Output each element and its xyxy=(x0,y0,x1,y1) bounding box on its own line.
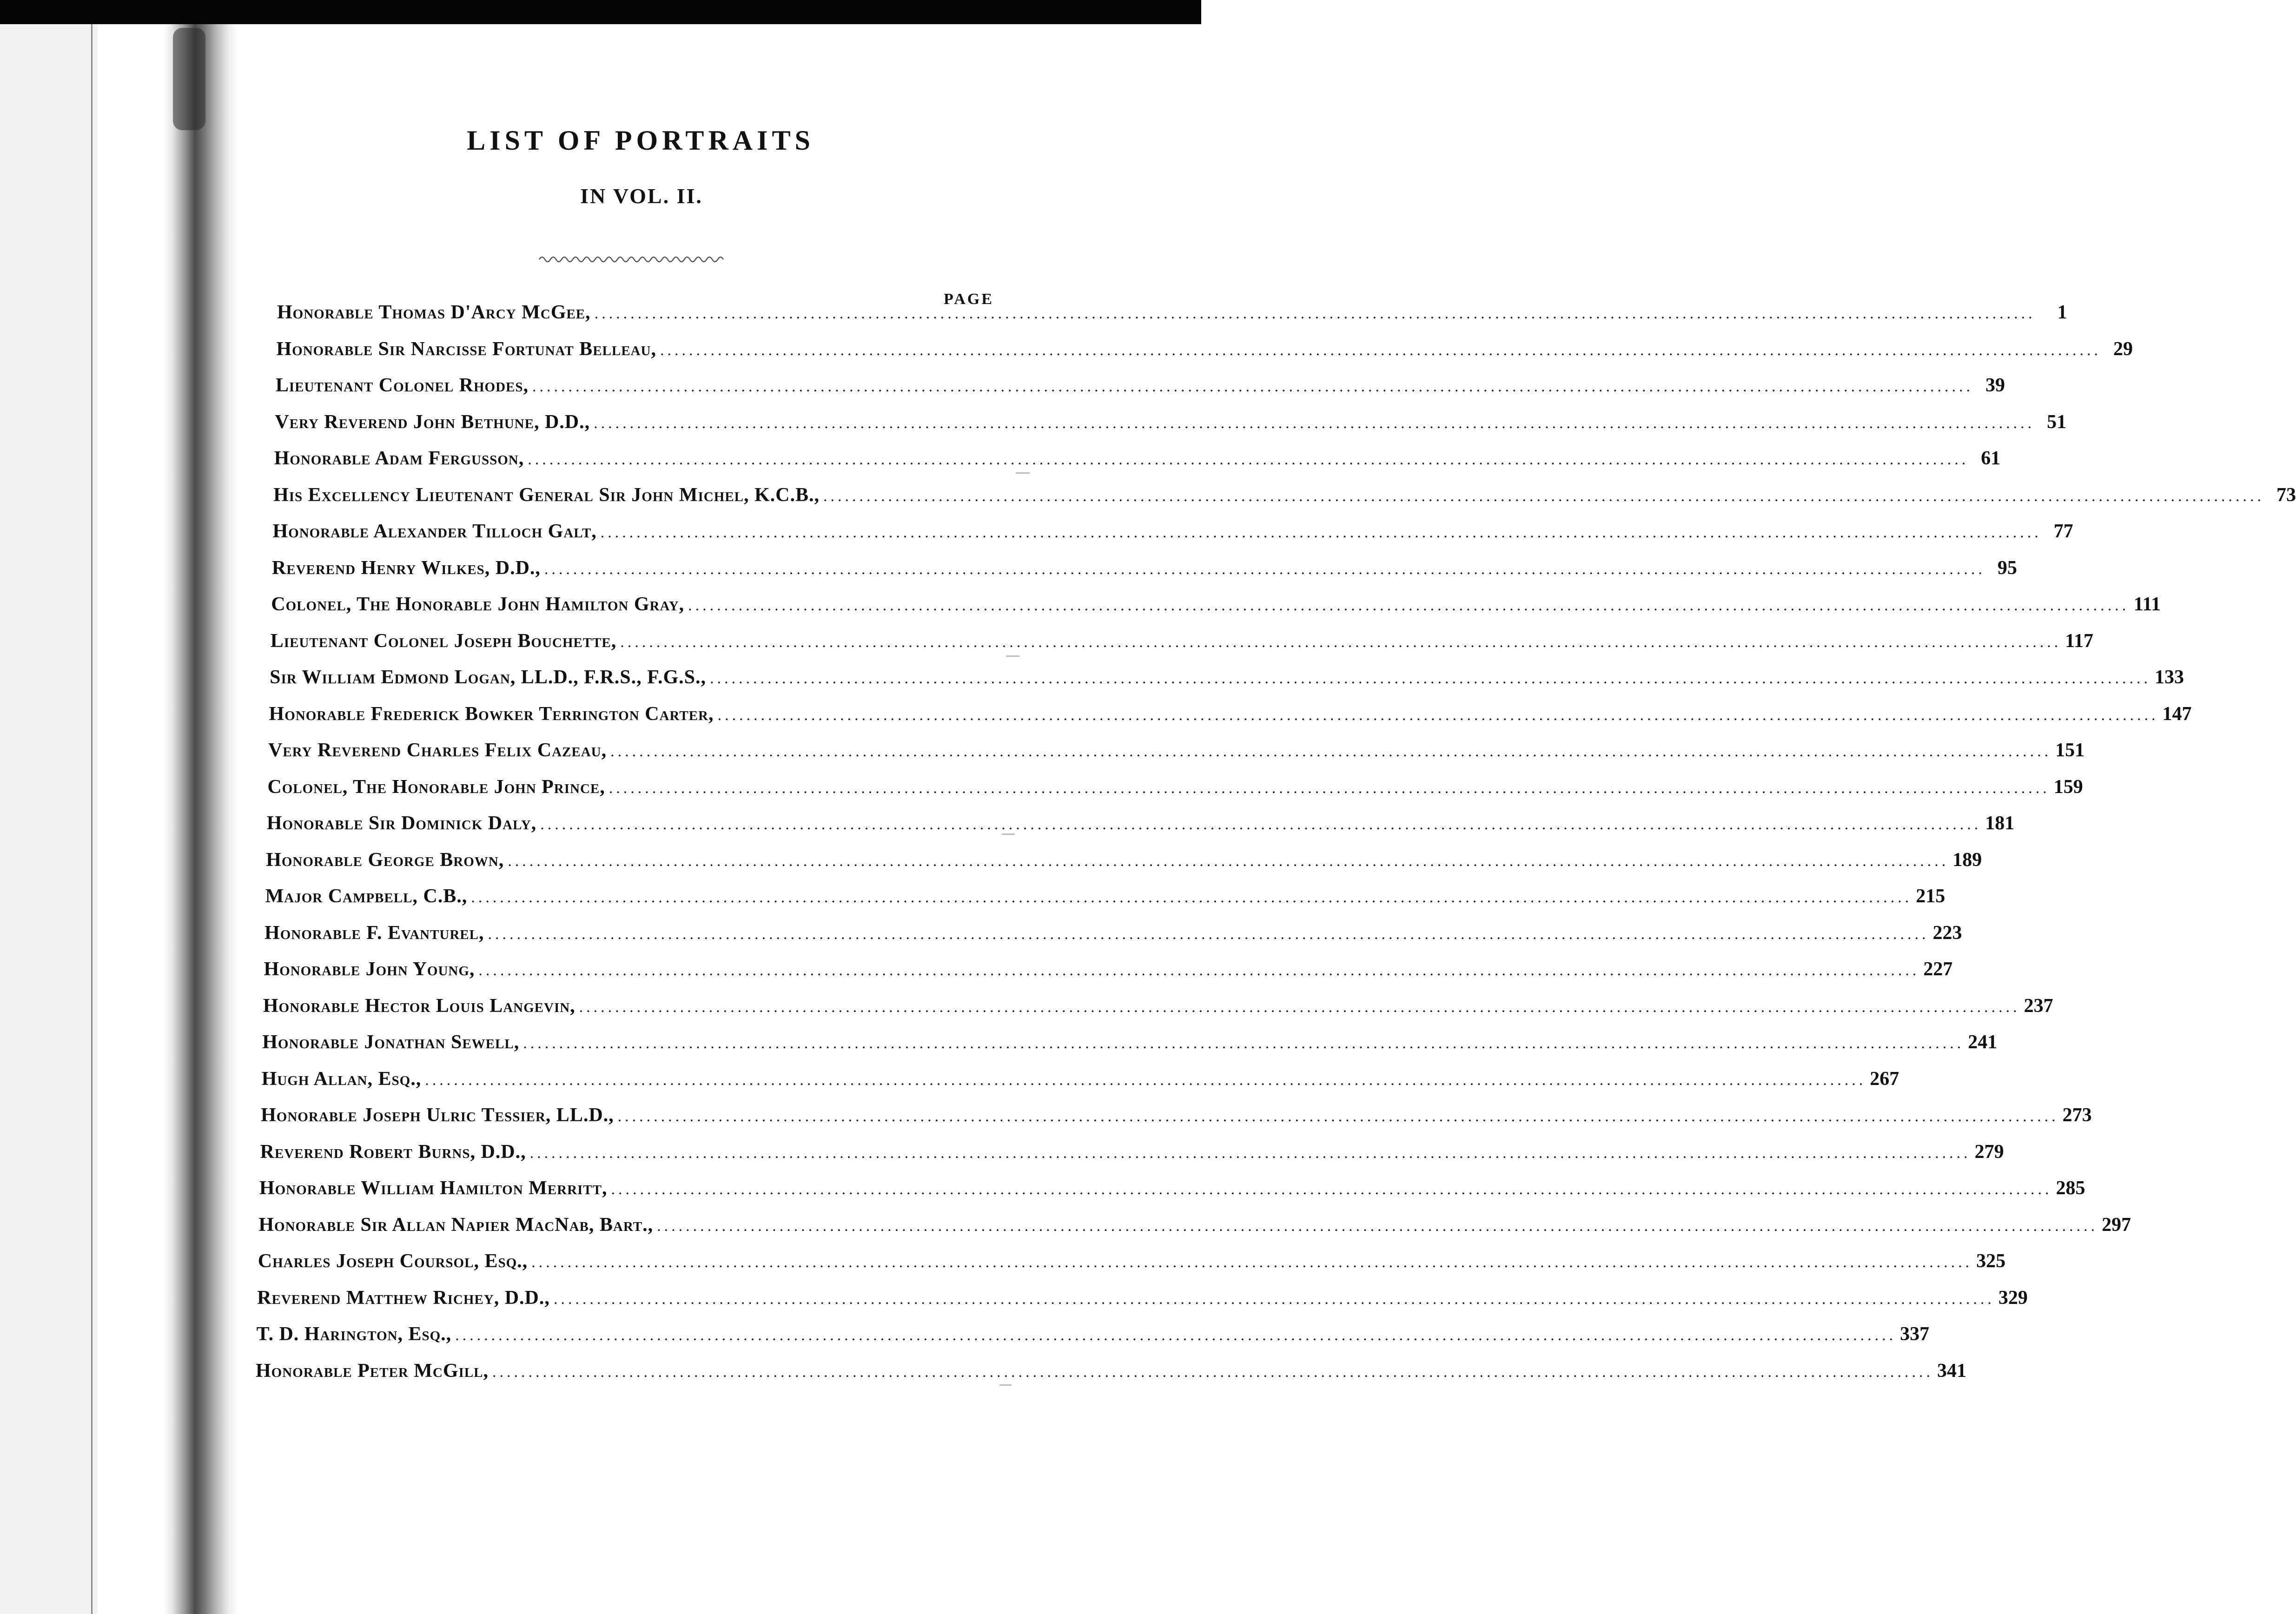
dot-leader: ........................................................................................................................................................................................................ xyxy=(579,998,2020,1016)
page-number: 159 xyxy=(2053,776,2083,798)
dot-leader: ........................................................................................................................................................................................................ xyxy=(620,633,2062,651)
toc-entry xyxy=(264,958,1953,991)
portrait-name: Lieutenant Colonel Joseph Bouchette, xyxy=(270,630,617,652)
toc-entry xyxy=(271,557,2017,589)
toc-entry xyxy=(275,374,2005,407)
page-title: LIST OF PORTRAITS xyxy=(467,125,814,156)
dot-leader: ........................................................................................................................................................................................................ xyxy=(609,779,2050,797)
page-number: 273 xyxy=(2062,1105,2092,1126)
page-number: 227 xyxy=(1923,959,1953,980)
page-number: 337 xyxy=(1900,1323,1930,1345)
toc-entry xyxy=(261,1104,2092,1137)
page-number: 29 xyxy=(2113,338,2133,360)
page-number: 341 xyxy=(1937,1360,1966,1382)
dot-leader: ........................................................................................................................................................................................................ xyxy=(611,1181,2052,1198)
page-number: 325 xyxy=(1976,1250,2006,1272)
dot-leader: ........................................................................................................................................................................................................ xyxy=(523,1035,1965,1052)
toc-entry xyxy=(266,812,2015,845)
portrait-name: Honorable Alexander Tilloch Galt, xyxy=(272,521,597,542)
page-number: 117 xyxy=(2065,630,2093,652)
page-column-header: PAGE xyxy=(944,291,994,308)
page-number: 189 xyxy=(1952,849,1982,871)
toc-entry xyxy=(272,520,2073,553)
portrait-name: Reverend Henry Wilkes, D.D., xyxy=(271,557,541,579)
page-number: 73 xyxy=(2276,484,2296,506)
portrait-name: Very Reverend John Bethune, D.D., xyxy=(275,411,590,433)
toc-entry xyxy=(271,593,2161,626)
scan-mark xyxy=(1002,833,1015,835)
dot-leader: ........................................................................................................................................................................................................ xyxy=(532,378,1974,395)
page-number: 77 xyxy=(2053,521,2073,542)
page-number: 39 xyxy=(1985,375,2005,396)
dot-leader: ........................................................................................................................................................................................................ xyxy=(540,816,1982,833)
page-number: 147 xyxy=(2162,703,2192,725)
page-number: 1 xyxy=(2057,302,2067,323)
portrait-name: Honorable Jonathan Sewell, xyxy=(262,1032,520,1053)
portrait-name: Honorable Adam Fergusson, xyxy=(274,448,524,469)
dot-leader: ........................................................................................................................................................................................................ xyxy=(478,962,1920,979)
dot-leader: ........................................................................................................................................................................................................ xyxy=(492,1363,1933,1381)
page-number: 151 xyxy=(2055,740,2085,761)
toc-entry xyxy=(274,447,2001,480)
portrait-name: Colonel, The Honorable John Prince, xyxy=(267,776,605,798)
book-gutter-shadow xyxy=(164,24,238,1614)
portrait-name: Honorable Sir Allan Napier MacNab, Bart., xyxy=(258,1214,654,1236)
toc-entry xyxy=(262,1031,1998,1064)
toc-entry xyxy=(275,411,2067,443)
scan-left-edge xyxy=(91,24,93,1614)
portrait-name: Reverend Matthew Richey, D.D., xyxy=(257,1287,550,1309)
portrait-name: Honorable Sir Dominick Daly, xyxy=(266,813,537,834)
page-number: 181 xyxy=(1985,813,2015,834)
portrait-name: Hugh Allan, Esq., xyxy=(261,1068,422,1090)
portrait-name: Honorable Frederick Bowker Terrington Carter, xyxy=(269,703,714,725)
page-number: 237 xyxy=(2024,995,2053,1017)
portrait-name: Lieutenant Colonel Rhodes, xyxy=(275,375,529,396)
dot-leader: ........................................................................................................................................................................................................ xyxy=(553,1290,1995,1308)
dot-leader: ........................................................................................................................................................................................................ xyxy=(617,1108,2059,1125)
toc-entry xyxy=(276,338,2133,370)
page-number: 133 xyxy=(2154,667,2184,688)
toc-entry xyxy=(256,1360,1966,1392)
dot-leader: ........................................................................................................................................................................................................ xyxy=(544,560,1985,578)
page-number: 329 xyxy=(1998,1287,2028,1309)
toc-entry xyxy=(269,703,2192,735)
toc-entry xyxy=(257,1287,2028,1319)
dot-leader: ........................................................................................................................................................................................................ xyxy=(823,487,2264,505)
portrait-name: Honorable John Young, xyxy=(264,959,475,980)
dot-leader: ........................................................................................................................................................................................................ xyxy=(594,305,2036,322)
scan-mark xyxy=(1016,472,1030,474)
dot-leader: ........................................................................................................................................................................................................ xyxy=(508,852,1949,870)
page-number: 223 xyxy=(1932,922,1962,944)
page-number: 61 xyxy=(1981,448,2001,469)
portrait-name: Honorable Sir Narcisse Fortunat Belleau, xyxy=(276,338,656,360)
portrait-name: T. D. Harington, Esq., xyxy=(256,1323,452,1345)
toc-entry xyxy=(259,1177,2085,1210)
portrait-name: Honorable Joseph Ulric Tessier, LL.D., xyxy=(261,1105,614,1126)
toc-entry xyxy=(265,922,1962,954)
dot-leader: ........................................................................................................................................................................................................ xyxy=(688,597,2130,614)
scan-mark xyxy=(1006,655,1019,657)
dot-leader: ........................................................................................................................................................................................................ xyxy=(471,889,1912,906)
toc-entry xyxy=(270,666,2184,699)
page-number: 215 xyxy=(1916,886,1945,907)
portrait-name: Honorable Peter McGill, xyxy=(256,1360,489,1382)
toc-entry xyxy=(273,484,2296,516)
toc-entry xyxy=(265,885,1945,918)
portrait-name: Honorable Thomas D'Arcy McGee, xyxy=(277,302,591,323)
dot-leader: ........................................................................................................................................................................................................ xyxy=(709,670,2151,687)
portrait-name: Colonel, The Honorable John Hamilton Gray, xyxy=(271,594,685,615)
portrait-name: Honorable William Hamilton Merritt, xyxy=(259,1177,608,1199)
decorative-rule-ornament xyxy=(538,252,724,266)
portrait-name: Honorable George Brown, xyxy=(266,849,504,871)
dot-leader: ........................................................................................................................................................................................................ xyxy=(610,743,2052,760)
dot-leader: ........................................................................................................................................................................................................ xyxy=(531,1254,1973,1271)
toc-entry xyxy=(266,849,1982,881)
dot-leader: ........................................................................................................................................................................................................ xyxy=(657,1217,2098,1235)
toc-entry xyxy=(270,630,2093,662)
page-number: 267 xyxy=(1870,1068,1899,1090)
toc-entry xyxy=(260,1141,2004,1173)
toc-entry xyxy=(258,1214,2131,1246)
dot-leader: ........................................................................................................................................................................................................ xyxy=(717,706,2159,724)
toc-entry xyxy=(263,995,2053,1027)
portrait-name: Reverend Robert Burns, D.D., xyxy=(260,1141,526,1163)
toc-entry xyxy=(258,1250,2006,1283)
portrait-name: Honorable F. Evanturel, xyxy=(265,922,484,944)
page-number: 279 xyxy=(1974,1141,2004,1163)
dot-leader: ........................................................................................................................................................................................................ xyxy=(660,341,2101,359)
portrait-name: Sir William Edmond Logan, LL.D., F.R.S., F.G.S., xyxy=(270,667,706,688)
portrait-name: Very Reverend Charles Felix Cazeau, xyxy=(268,740,607,761)
portrait-name: Charles Joseph Coursol, Esq., xyxy=(258,1250,528,1272)
dot-leader: ........................................................................................................................................................................................................ xyxy=(594,414,2035,432)
toc-entry xyxy=(277,301,2067,334)
dot-leader: ........................................................................................................................................................................................................ xyxy=(528,451,1969,468)
page-number: 95 xyxy=(1997,557,2017,579)
page-number: 111 xyxy=(2133,594,2161,615)
page-number: 241 xyxy=(1968,1032,1998,1053)
portrait-name: His Excellency Lieutenant General Sir John Michel, K.C.B., xyxy=(273,484,820,506)
gutter-dark-spot xyxy=(173,28,205,130)
portrait-name: Honorable Hector Louis Langevin, xyxy=(263,995,576,1017)
dot-leader: ........................................................................................................................................................................................................ xyxy=(529,1144,1971,1162)
dot-leader: ........................................................................................................................................................................................................ xyxy=(425,1071,1866,1089)
dot-leader: ........................................................................................................................................................................................................ xyxy=(455,1327,1897,1344)
dot-leader: ........................................................................................................................................................................................................ xyxy=(488,925,1929,943)
scan-mark xyxy=(999,1384,1012,1386)
scan-left-margin xyxy=(0,24,98,1614)
toc-entry xyxy=(261,1068,1899,1100)
toc-entry xyxy=(267,776,2083,808)
page-subtitle: IN VOL. II. xyxy=(580,184,703,208)
toc-entry xyxy=(256,1323,1930,1356)
page-number: 51 xyxy=(2047,411,2067,433)
page-number: 297 xyxy=(2102,1214,2131,1236)
toc-entry xyxy=(268,739,2085,772)
page-number: 285 xyxy=(2056,1177,2085,1199)
scan-top-border xyxy=(0,0,1201,24)
portrait-name: Major Campbell, C.B., xyxy=(265,886,468,907)
dot-leader: ........................................................................................................................................................................................................ xyxy=(600,524,2042,541)
